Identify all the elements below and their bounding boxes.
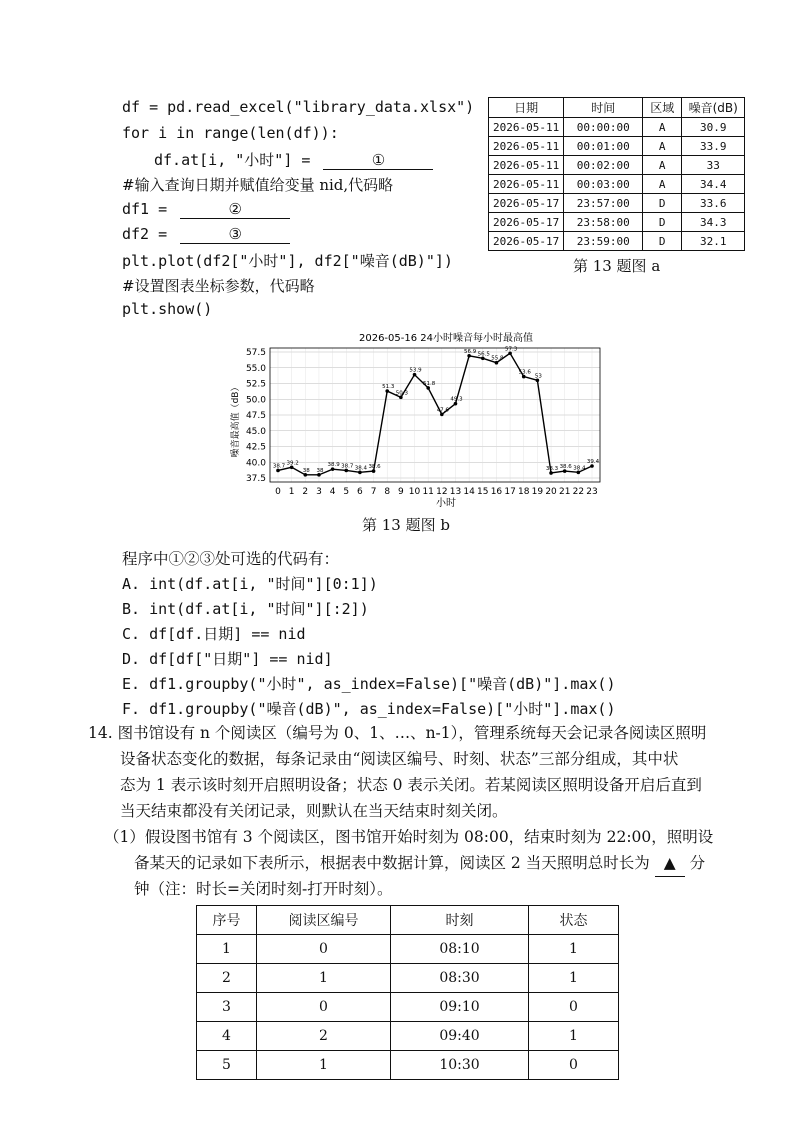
table-a-cell: 2026-05-11 <box>489 175 564 194</box>
chart-data-label: 57.3 <box>504 346 518 353</box>
chart-data-label: 53.9 <box>409 367 422 374</box>
code-line-5 <box>122 200 294 219</box>
q14-table-header-row <box>197 906 619 935</box>
table-a-cell: 2026-05-11 <box>489 118 564 137</box>
table-a-body <box>489 118 745 251</box>
q14-table-cell: 10:30 <box>391 1051 529 1080</box>
table-a-cell: 00:03:00 <box>564 175 643 194</box>
chart-data-label: 53 <box>534 373 542 380</box>
q14-table-row <box>197 993 619 1022</box>
chart-x-label: 小时 <box>436 498 456 509</box>
chart-container <box>228 328 608 534</box>
chart-x-ticks <box>275 487 598 497</box>
table-a-row <box>489 213 745 232</box>
q14-table-body <box>197 935 619 1080</box>
table-a-cell: A <box>643 137 682 156</box>
table-a-header-cell: 区域 <box>643 98 682 118</box>
chart-data-label: 39.2 <box>286 460 299 467</box>
q14-table-cell: 08:30 <box>391 964 529 993</box>
option-d: D. df[df["日期"] == nid] <box>122 650 333 668</box>
q14-table-cell: 1 <box>529 964 619 993</box>
q14-table-cell: 5 <box>197 1051 257 1080</box>
q14-line-3: 态为 1 表示该时刻开启照明设备；状态 0 表示关闭。若某阅读区照明设备开启后直到 <box>120 776 702 794</box>
q14-table-cell: 3 <box>197 993 257 1022</box>
chart-x-tick-label: 4 <box>329 487 336 497</box>
q14-table-cell: 0 <box>529 1051 619 1080</box>
q14-table-header-cell: 时刻 <box>391 906 529 935</box>
code-line-2: for i in range(len(df)): <box>122 124 339 142</box>
chart-y-tick-label: 55.0 <box>245 363 266 374</box>
table-a-cell: 23:58:00 <box>564 213 643 232</box>
chart-y-tick-label: 45.0 <box>245 426 266 437</box>
table-a-cell: A <box>643 156 682 175</box>
chart-data-label: 38 <box>302 467 310 474</box>
chart-data-label: 38.3 <box>545 465 559 472</box>
table-a-cell: 30.9 <box>682 118 745 137</box>
table-a-row <box>489 137 745 156</box>
table-a-row <box>489 232 745 251</box>
q14-sub1-text: 备某天的记录如下表所示，根据表中数据计算，阅读区 2 当天照明总时长为 <box>134 854 650 872</box>
code-line-4: #输入查询日期并赋值给变量 nid,代码略 <box>122 176 394 194</box>
table-a <box>488 97 745 251</box>
q14-table-cell: 1 <box>257 964 391 993</box>
chart-x-tick-label: 8 <box>384 487 391 497</box>
table-a-cell: 34.4 <box>682 175 745 194</box>
code-line-3-prefix: df.at[i, "小时"] = <box>154 151 311 169</box>
chart-data-label: 47.6 <box>436 407 449 414</box>
table-a-row <box>489 156 745 175</box>
code-line-6 <box>122 225 294 244</box>
chart-data-label: 38.7 <box>272 463 286 470</box>
q14-sub1-line-1: （1）假设图书馆有 3 个阅读区，图书馆开始时刻为 08:00，结束时刻为 22:00，照明设 <box>104 828 714 846</box>
chart-x-tick-label: 17 <box>504 487 516 497</box>
q14-table-cell: 09:10 <box>391 993 529 1022</box>
chart-caption: 第 13 题图 b <box>362 516 450 534</box>
q14-table-cell: 1 <box>529 1022 619 1051</box>
table-a-cell: D <box>643 213 682 232</box>
table-a-cell: D <box>643 232 682 251</box>
chart-x-tick-label: 21 <box>558 487 571 497</box>
code-line-5-prefix: df1 = <box>122 200 168 218</box>
chart-data-label: 51.3 <box>382 384 395 391</box>
option-b: B. int(df.at[i, "时间"][:2]) <box>122 600 369 618</box>
q14-table-cell: 1 <box>529 935 619 964</box>
q14-table <box>196 905 619 1080</box>
chart-y-tick-label: 40.0 <box>245 458 266 469</box>
q14-table-header-cell: 阅读区编号 <box>257 906 391 935</box>
chart-x-tick-label: 0 <box>275 487 281 497</box>
chart-data-label: 38.4 <box>573 465 586 472</box>
q14-table-row <box>197 1051 619 1080</box>
q14-sub1-unit: 分 <box>689 854 706 872</box>
table-a-cell: 2026-05-11 <box>489 156 564 175</box>
table-a-cell: 23:59:00 <box>564 232 643 251</box>
table-a-row <box>489 194 745 213</box>
chart-x-tick-label: 7 <box>370 487 377 497</box>
q14-table-cell: 09:40 <box>391 1022 529 1051</box>
table-a-cell: 23:57:00 <box>564 194 643 213</box>
q14-line-2: 设备状态变化的数据，每条记录由“阅读区编号、时刻、状态”三部分组成，其中状 <box>120 750 679 768</box>
chart-data-label: 53.6 <box>518 369 531 376</box>
blank-2: ② <box>180 200 290 219</box>
q14-table-cell: 2 <box>257 1022 391 1051</box>
chart-x-tick-label: 23 <box>586 487 598 497</box>
chart-y-tick-label: 37.5 <box>245 474 266 484</box>
chart-x-tick-label: 5 <box>343 487 350 497</box>
chart-data-label: 55.8 <box>491 355 504 362</box>
table-a-cell: 2026-05-17 <box>489 232 564 251</box>
chart-x-tick-label: 13 <box>449 487 462 497</box>
code-line-3 <box>154 149 437 170</box>
blank-3: ③ <box>180 225 290 244</box>
q14-table-cell: 1 <box>197 935 257 964</box>
table-a-row <box>489 175 745 194</box>
chart-x-tick-label: 16 <box>490 487 503 497</box>
chart-y-tick-label: 50.0 <box>245 395 266 406</box>
chart-x-tick-label: 19 <box>531 487 544 497</box>
code-line-9: plt.show() <box>122 300 213 318</box>
table-a-caption: 第 13 题图 a <box>572 257 661 275</box>
table-a-header-cell: 噪音(dB) <box>682 98 745 118</box>
q14-table-cell: 08:10 <box>391 935 529 964</box>
table-a-cell: 00:01:00 <box>564 137 643 156</box>
table-a-cell: A <box>643 175 682 194</box>
chart-x-tick-label: 18 <box>518 487 530 497</box>
code-line-1: df = pd.read_excel("library_data.xlsx") <box>122 98 475 116</box>
table-a-cell: 00:02:00 <box>564 156 643 175</box>
table-a-header-cell: 日期 <box>489 98 564 118</box>
chart-data-label: 38.6 <box>559 464 572 471</box>
answer-blank: ▲ <box>655 850 685 877</box>
chart-y-tick-label: 47.5 <box>245 411 266 421</box>
blank-1: ① <box>323 151 433 170</box>
table-a-cell: 33.9 <box>682 137 745 156</box>
table-a-header-cell: 时间 <box>564 98 643 118</box>
chart-data-label: 39.4 <box>586 459 600 466</box>
chart-x-tick-label: 1 <box>288 487 295 497</box>
table-a-cell: 32.1 <box>682 232 745 251</box>
table-a-row <box>489 118 745 137</box>
q14-table-cell: 1 <box>257 1051 391 1080</box>
chart-x-tick-label: 10 <box>408 487 421 497</box>
q14-table-row <box>197 1022 619 1051</box>
code-line-6-prefix: df2 = <box>122 225 168 243</box>
chart-y-ticks <box>246 348 266 484</box>
table-a-cell: 2026-05-17 <box>489 213 564 232</box>
chart-data-label: 38.7 <box>341 463 354 470</box>
q14-table-row <box>197 935 619 964</box>
chart-grid <box>270 348 600 482</box>
chart-data-label: 50.3 <box>395 390 408 397</box>
chart-y-tick-label: 52.5 <box>245 379 266 390</box>
table-a-container <box>488 97 745 276</box>
table-a-cell: 33.6 <box>682 194 745 213</box>
option-e: E. df1.groupby("小时", as_index=False)["噪音(dB)"].max() <box>122 675 616 693</box>
table-a-cell: 34.3 <box>682 213 745 232</box>
chart-data-label: 38 <box>316 467 324 474</box>
chart-x-tick-label: 3 <box>316 487 322 497</box>
chart-x-tick-label: 20 <box>545 487 557 497</box>
chart-data-label: 56.9 <box>464 348 477 355</box>
chart-title: 2026-05-16 24小时噪音每小时最高值 <box>358 333 534 344</box>
q14-sub1-line-2 <box>134 850 705 877</box>
q14-sub1-line-3: 钟（注：时长=关闭时刻-打开时刻）。 <box>134 880 393 898</box>
q14-table-container <box>196 905 619 1080</box>
table-a-cell: 33 <box>682 156 745 175</box>
q14-table-cell: 2 <box>197 964 257 993</box>
table-a-cell: 2026-05-11 <box>489 137 564 156</box>
chart-y-label: 噪音最高值（dB） <box>231 382 241 458</box>
chart-y-tick-label: 42.5 <box>245 442 266 453</box>
noise-line-chart <box>228 328 608 510</box>
table-a-cell: 00:00:00 <box>564 118 643 137</box>
q14-line-4: 当天结束都没有关闭记录，则默认在当天结束时刻关闭。 <box>120 802 508 820</box>
q14-table-header-cell: 状态 <box>529 906 619 935</box>
option-a: A. int(df.at[i, "时间"][0:1]) <box>122 575 378 593</box>
chart-data-label: 56.5 <box>477 351 490 358</box>
q14-line-1: 14. 图书馆设有 n 个阅读区（编号为 0、1、…、n-1），管理系统每天会记录各阅读区照明 <box>88 724 707 742</box>
chart-series-line <box>278 353 592 475</box>
code-line-7: plt.plot(df2["小时"], df2["噪音(dB)"]) <box>122 252 453 270</box>
chart-x-tick-label: 22 <box>572 487 585 497</box>
q14-table-row <box>197 964 619 993</box>
chart-data-label: 51.8 <box>423 380 436 387</box>
chart-x-tick-label: 15 <box>477 487 489 497</box>
q14-table-header-cell: 序号 <box>197 906 257 935</box>
option-f: F. df1.groupby("噪音(dB)", as_index=False)["小时"].max() <box>122 700 616 718</box>
chart-data-label: 38.9 <box>327 462 340 469</box>
table-a-cell: A <box>643 118 682 137</box>
table-a-cell: D <box>643 194 682 213</box>
table-a-cell: 2026-05-17 <box>489 194 564 213</box>
option-c: C. df[df.日期] == nid <box>122 625 306 643</box>
q14-table-cell: 0 <box>257 935 391 964</box>
chart-data-label: 49.3 <box>450 396 463 403</box>
chart-data-label: 38.4 <box>354 465 368 472</box>
chart-x-tick-label: 12 <box>436 487 448 497</box>
options-intro: 程序中①②③处可选的代码有： <box>122 550 340 568</box>
code-line-8: #设置图表坐标参数，代码略 <box>122 277 315 295</box>
q14-table-cell: 0 <box>529 993 619 1022</box>
chart-data-label: 38.6 <box>368 464 381 471</box>
chart-x-tick-label: 11 <box>422 487 434 497</box>
q14-table-cell: 4 <box>197 1022 257 1051</box>
chart-y-tick-label: 57.5 <box>245 348 266 358</box>
chart-x-tick-label: 9 <box>398 487 404 497</box>
chart-data-labels <box>273 346 600 474</box>
table-a-header-row <box>489 98 745 118</box>
chart-x-tick-label: 6 <box>357 487 363 497</box>
q14-table-cell: 0 <box>257 993 391 1022</box>
chart-x-tick-label: 14 <box>463 487 475 497</box>
chart-x-tick-label: 2 <box>302 487 309 497</box>
